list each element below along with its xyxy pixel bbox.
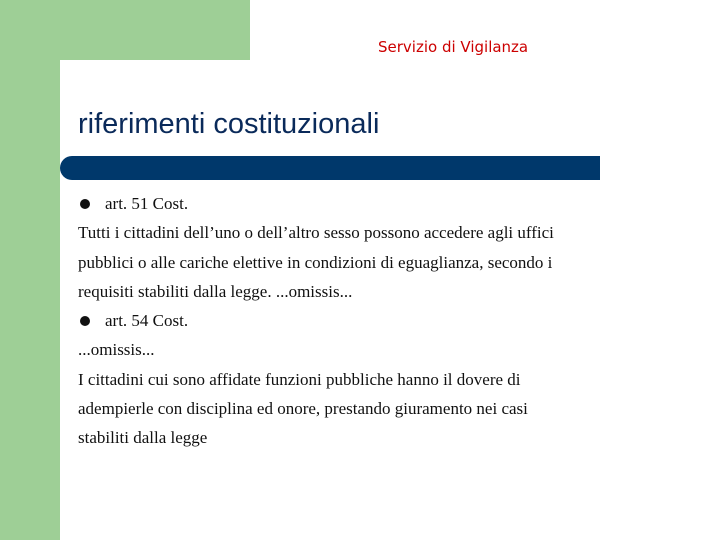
bullet-item [78, 306, 658, 335]
bullet-item [78, 189, 658, 218]
text-line: ...omissis... [78, 340, 155, 360]
left-green-band [0, 0, 60, 540]
text-line: Tutti i cittadini dell’uno o dell’altro sesso possono accedere agli uffici [78, 223, 554, 243]
body-text [78, 189, 658, 453]
bullet-label: art. 51 Cost. [105, 194, 189, 213]
text-line: stabiliti dalla legge [78, 428, 208, 448]
text-line: I cittadini cui sono affidate funzioni pubbliche hanno il dovere di [78, 369, 521, 389]
header-title: Servizio di Vigilanza [378, 38, 529, 56]
slide-title: riferimenti costituzionali [78, 108, 380, 140]
text-line: requisiti stabiliti dalla legge. ...omissis... [78, 281, 353, 301]
text-line: adempierle con disciplina ed onore, prestando giuramento nei casi [78, 399, 528, 419]
bullet-dot-icon [80, 199, 90, 209]
bullet-label: art. 54 Cost. [105, 311, 189, 331]
bullet-dot-icon [80, 316, 90, 326]
top-green-band [60, 0, 250, 60]
title-underline-bar [60, 156, 600, 180]
text-line: pubblici o alle cariche elettive in condizioni di eguaglianza, secondo i [78, 252, 553, 272]
